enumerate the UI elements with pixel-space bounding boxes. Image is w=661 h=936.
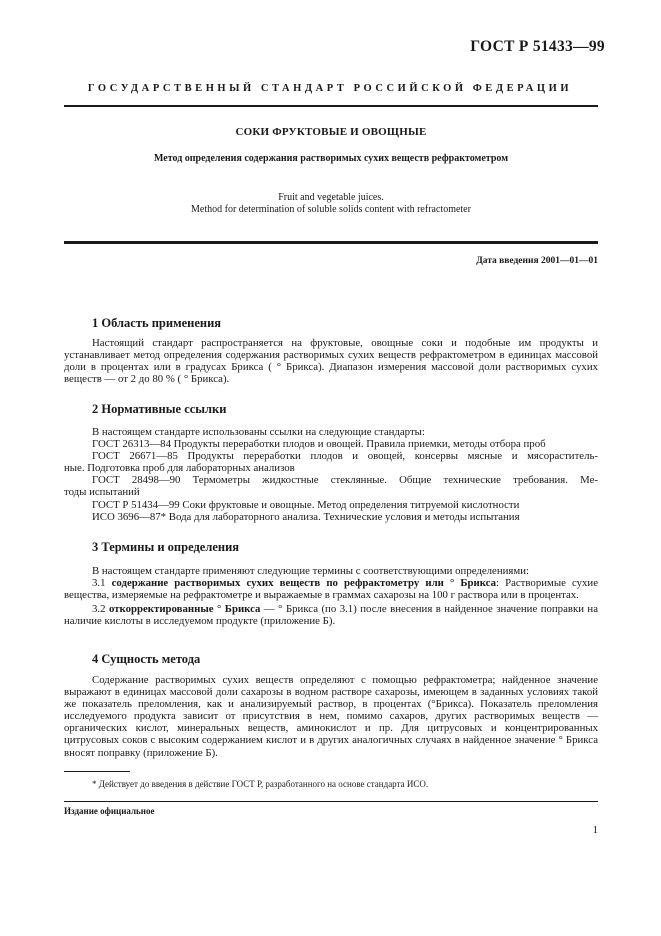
top-rule xyxy=(64,105,598,107)
term-3-1-definition: : Растворимые сухие вещества, измеряемые на рефрактометре и выражаемые в граммах сахарозы на 100 г раствора или в процентах. xyxy=(64,577,598,602)
reference-gost-28498-cont: тоды испытаний xyxy=(64,486,140,499)
section-3-body xyxy=(64,565,598,627)
reference-gost-26671-cont: ные. Подготовка проб для лабораторных анализов xyxy=(64,462,295,475)
reference-gost-28498: ГОСТ 28498—90 Термометры жидкостные стеклянные. Общие технические требования. Ме- xyxy=(92,474,598,487)
footnote: * Действует до введения в действие ГОСТ Р, разработанного на основе стандарта ИСО. xyxy=(92,779,429,789)
section-4-body xyxy=(64,674,598,759)
section-1-heading: 1 Область применения xyxy=(92,316,222,330)
terms-intro: В настоящем стандарте применяют следующие термины с соответствующими определениями: xyxy=(92,565,529,577)
section-2-body xyxy=(64,426,598,523)
english-title-line-2: Method for determination of soluble solids content with refractometer xyxy=(191,204,471,215)
standard-number: ГОСТ Р 51433—99 xyxy=(470,38,605,55)
introduction-date: Дата введения 2001—01—01 xyxy=(476,256,598,266)
reference-gost-26313: ГОСТ 26313—84 Продукты переработки плодов и овощей. Правила приемки, методы отбора проб xyxy=(92,438,546,451)
reference-gost-26671: ГОСТ 26671—85 Продукты переработки плодов и овощей, консервы мясные и мясораститель- xyxy=(92,450,598,463)
references-intro: В настоящем стандарте использованы ссылки на следующие стандарты: xyxy=(92,426,425,438)
term-3-2-number: 3.2 xyxy=(92,603,106,616)
reference-gost-51434: ГОСТ Р 51434—99 Соки фруктовые и овощные. Метод определения титруемой кислотности xyxy=(92,498,520,511)
section-3-heading: 3 Термины и определения xyxy=(92,540,240,554)
term-3-2-definition: — ° Брикса (по 3.1) после внесения в найденное значение поправки на наличие кислоты в исследуемом продукте (приложение Б). xyxy=(64,603,599,628)
official-edition-label: Издание официальное xyxy=(64,806,155,816)
state-standard-title: ГОСУДАРСТВЕННЫЙ СТАНДАРТ РОССИЙСКОЙ ФЕДЕРАЦИИ xyxy=(87,83,573,94)
page-number: 1 xyxy=(592,824,598,836)
term-3-1 xyxy=(64,577,598,601)
title-rule xyxy=(64,241,598,244)
english-title-line-1: Fruit and vegetable juices. xyxy=(278,192,384,203)
term-3-1-number: 3.1 xyxy=(92,577,106,590)
edition-rule xyxy=(64,801,598,802)
section-4-heading: 4 Сущность метода xyxy=(92,652,201,666)
section-4-paragraph: Содержание растворимых сухих веществ определяют с помощью рефрактометра; найденное значение выражают в единицах массовой доли сахарозы в водном растворе сахарозы, имеющем в заданных условиях такой же показатель преломления, как и анализируемый раствор, в процентах (°Брикса). Показатель преломления исследуемого продукта зависит от присутствия в нем, помимо сахаров, других растворимых веществ — органических кислот, минеральных веществ, аминокислот и пр. Для цитрусовых и концентрированных цитрусовых соков с высоким содержанием кислот и в других аналогичных случаях в найденное значение ° Брикса вносят поправку (приложение Б). xyxy=(64,674,598,759)
term-3-2 xyxy=(64,603,598,627)
document-subtitle: Метод определения содержания растворимых сухих веществ рефрактометром xyxy=(153,153,509,164)
footnote-rule xyxy=(64,771,130,772)
english-title xyxy=(64,192,598,216)
section-1-body xyxy=(64,337,598,385)
term-3-1-term: содержание растворимых сухих веществ по рефрактометру или ° Брикса xyxy=(111,577,496,590)
section-1-paragraph: Настоящий стандарт распространяется на фруктовые, овощные соки и подобные им продукты и устанавливает метод определения содержания растворимых сухих веществ рефрактометром в единицах массовой доли в процентах или в градусах Брикса ( ° Брикса). Диапазон измерения массовой доли растворимых сухих веществ — от 2 до 80 % ( ° Брикса). xyxy=(64,337,598,386)
document-title: СОКИ ФРУКТОВЫЕ И ОВОЩНЫЕ xyxy=(235,126,427,138)
term-3-2-term: откорректированные ° Брикса xyxy=(108,603,261,616)
section-2-heading: 2 Нормативные ссылки xyxy=(92,402,227,416)
reference-iso-3696: ИСО 3696—87* Вода для лабораторного анализа. Технические условия и методы испытания xyxy=(92,510,520,523)
